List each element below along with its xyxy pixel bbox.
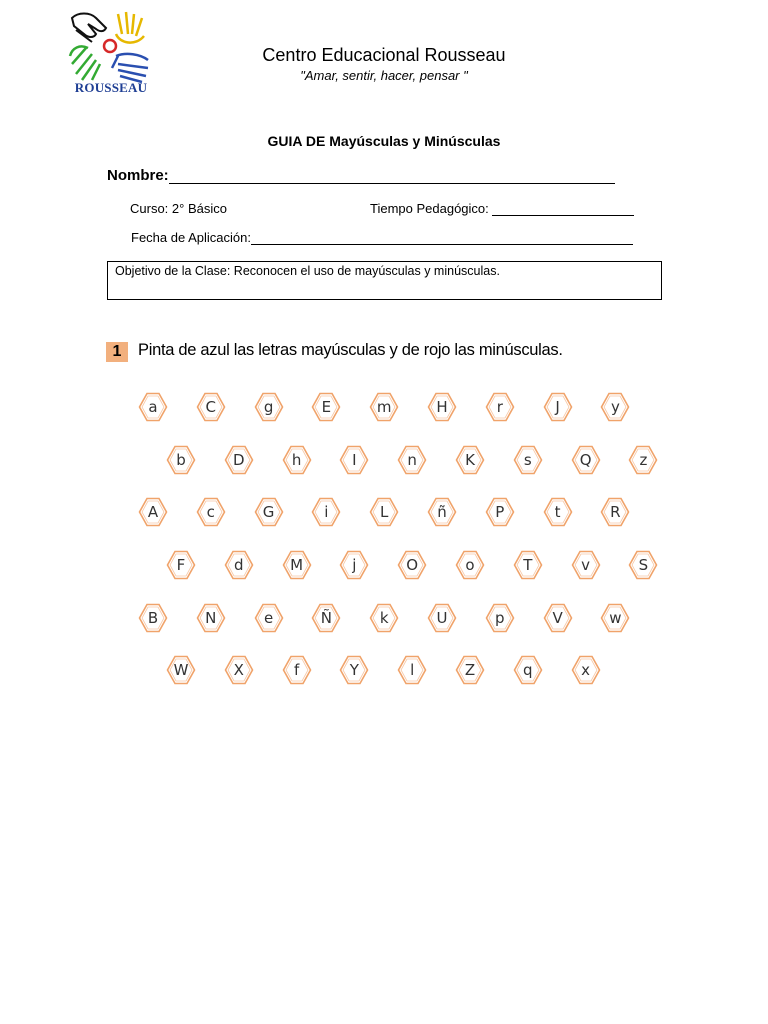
letter-hexagon[interactable] <box>224 445 254 475</box>
letter-hexagon[interactable] <box>282 445 312 475</box>
hexagon-letter: N <box>205 609 217 627</box>
hexagon-letter: I <box>352 451 357 469</box>
hexagon-letter: h <box>291 451 302 469</box>
letter-hexagon[interactable] <box>138 603 168 633</box>
letter-hexagon[interactable] <box>600 603 630 633</box>
activity-number: 1 <box>106 342 128 362</box>
hexagon-letter: f <box>293 661 300 679</box>
hexagon-letter: G <box>262 503 275 521</box>
hexagon-letter: X <box>233 661 244 679</box>
letter-hexagon[interactable] <box>339 445 369 475</box>
letter-hexagon[interactable] <box>543 497 573 527</box>
hexagon-letter: A <box>147 503 159 521</box>
hexagon-letter: l <box>410 661 415 679</box>
curso-label: Curso: 2° Básico <box>130 201 227 216</box>
letter-hexagon[interactable] <box>455 445 485 475</box>
hexagon-letter: x <box>581 661 591 679</box>
letter-hexagon[interactable] <box>138 497 168 527</box>
letter-hexagon[interactable] <box>455 550 485 580</box>
letter-hexagon[interactable] <box>571 655 601 685</box>
worksheet-title: GUIA DE Mayúsculas y Minúsculas <box>267 133 501 149</box>
letter-hexagon[interactable] <box>339 655 369 685</box>
letter-hexagon[interactable] <box>311 603 341 633</box>
tiempo-label: Tiempo Pedagógico: <box>370 201 489 216</box>
letter-hexagon[interactable] <box>427 603 457 633</box>
hexagon-letter: W <box>173 661 189 679</box>
letter-hexagon[interactable] <box>166 655 196 685</box>
hexagon-letter: j <box>352 556 357 574</box>
hexagon-letter: U <box>436 609 448 627</box>
letter-hexagon[interactable] <box>196 497 226 527</box>
hexagon-letter: p <box>495 609 505 627</box>
hexagon-letter: o <box>465 556 475 574</box>
hexagon-letter: L <box>380 503 389 521</box>
nombre-field[interactable] <box>107 167 615 184</box>
hexagon-letter: Q <box>579 451 592 469</box>
fecha-field[interactable] <box>131 230 633 245</box>
tiempo-blank[interactable] <box>492 202 634 216</box>
hexagon-letter: Y <box>349 661 359 679</box>
letter-hexagon[interactable] <box>369 603 399 633</box>
hexagon-letter: m <box>376 398 392 416</box>
letter-hexagon[interactable] <box>369 497 399 527</box>
hexagon-letter: n <box>407 451 417 469</box>
letter-hexagon[interactable] <box>513 655 543 685</box>
hexagon-letter: ñ <box>437 503 447 521</box>
school-name: Centro Educacional Rousseau <box>262 45 506 65</box>
letter-hexagon[interactable] <box>600 392 630 422</box>
objective-text: Objetivo de la Clase: Reconocen el uso de mayúsculas y minúsculas. <box>115 264 500 278</box>
letter-hexagon[interactable] <box>254 497 284 527</box>
logo-text: ROUSSEAU <box>74 80 148 95</box>
letter-hexagon[interactable] <box>600 497 630 527</box>
hexagon-letter: z <box>639 451 648 469</box>
hexagon-letter: d <box>234 556 244 574</box>
hexagon-letter: D <box>233 451 245 469</box>
letter-hexagon[interactable] <box>224 550 254 580</box>
hexagon-letter: T <box>523 556 533 574</box>
letter-hexagon[interactable] <box>311 497 341 527</box>
letter-hexagon[interactable] <box>397 655 427 685</box>
hexagon-letter: t <box>554 503 561 521</box>
letter-hexagon[interactable] <box>543 392 573 422</box>
letter-hexagon[interactable] <box>369 392 399 422</box>
letter-hexagon[interactable] <box>571 550 601 580</box>
hexagon-letter: Ñ <box>320 609 332 627</box>
letter-hexagon[interactable] <box>282 550 312 580</box>
letter-hexagon[interactable] <box>571 445 601 475</box>
hexagon-letter: O <box>406 556 419 574</box>
letter-hexagon[interactable] <box>513 550 543 580</box>
hexagon-letter: s <box>523 451 532 469</box>
letter-hexagon[interactable] <box>485 392 515 422</box>
hexagon-letter: c <box>206 503 215 521</box>
hexagon-letter: q <box>523 661 533 679</box>
fecha-blank[interactable] <box>251 231 633 245</box>
nombre-blank[interactable] <box>169 169 615 184</box>
letter-hexagon[interactable] <box>427 497 457 527</box>
letter-hexagon[interactable] <box>397 550 427 580</box>
letter-hexagon[interactable] <box>166 550 196 580</box>
hexagon-letter: w <box>609 609 622 627</box>
hexagon-letter: a <box>148 398 158 416</box>
hexagon-letter: k <box>379 609 389 627</box>
activity-instruction: Pinta de azul las letras mayúsculas y de rojo las minúsculas. <box>138 341 563 359</box>
hexagon-letter: Z <box>464 661 476 679</box>
hexagon-letter: M <box>290 556 304 574</box>
hexagon-letter: K <box>465 451 475 469</box>
letter-hexagon[interactable] <box>254 392 284 422</box>
letter-hexagon[interactable] <box>224 655 254 685</box>
letter-hexagon[interactable] <box>427 392 457 422</box>
objective-box <box>107 261 662 300</box>
nombre-label: Nombre: <box>107 167 169 184</box>
letter-hexagon[interactable] <box>311 392 341 422</box>
tiempo-field[interactable] <box>370 201 634 216</box>
hexagon-letter: e <box>263 609 274 627</box>
letter-hexagon[interactable] <box>339 550 369 580</box>
letter-hexagon[interactable] <box>397 445 427 475</box>
letter-hexagon[interactable] <box>455 655 485 685</box>
hexagon-letter: J <box>555 398 560 416</box>
hexagon-letter: B <box>147 609 159 627</box>
letter-hexagon[interactable] <box>543 603 573 633</box>
letter-hexagon[interactable] <box>196 603 226 633</box>
hexagon-letter: F <box>176 556 186 574</box>
hexagon-letter: g <box>263 398 274 416</box>
letter-hexagon[interactable] <box>513 445 543 475</box>
hexagon-letter: P <box>495 503 505 521</box>
hexagon-letter: E <box>321 398 332 416</box>
hexagon-letter: R <box>610 503 621 521</box>
hexagon-letter: V <box>552 609 563 627</box>
hexagon-letter: y <box>610 398 620 416</box>
hexagon-letter: i <box>324 503 329 521</box>
letter-hexagon[interactable] <box>166 445 196 475</box>
letter-hexagon[interactable] <box>196 392 226 422</box>
hexagon-letter: C <box>205 398 217 416</box>
fecha-label: Fecha de Aplicación: <box>131 230 251 245</box>
hexagon-letter: H <box>436 398 448 416</box>
hexagon-letter: S <box>638 556 649 574</box>
letter-hexagon[interactable] <box>485 603 515 633</box>
letter-hexagon[interactable] <box>628 550 658 580</box>
letter-hexagon[interactable] <box>138 392 168 422</box>
letter-hexagon[interactable] <box>282 655 312 685</box>
letter-hexagon[interactable] <box>254 603 284 633</box>
hexagon-letter: r <box>496 398 503 416</box>
letter-hexagon[interactable] <box>485 497 515 527</box>
hexagon-letter: v <box>581 556 591 574</box>
hexagon-letter: b <box>176 451 186 469</box>
letter-hexagon[interactable] <box>628 445 658 475</box>
school-motto: "Amar, sentir, hacer, pensar " <box>300 68 468 83</box>
